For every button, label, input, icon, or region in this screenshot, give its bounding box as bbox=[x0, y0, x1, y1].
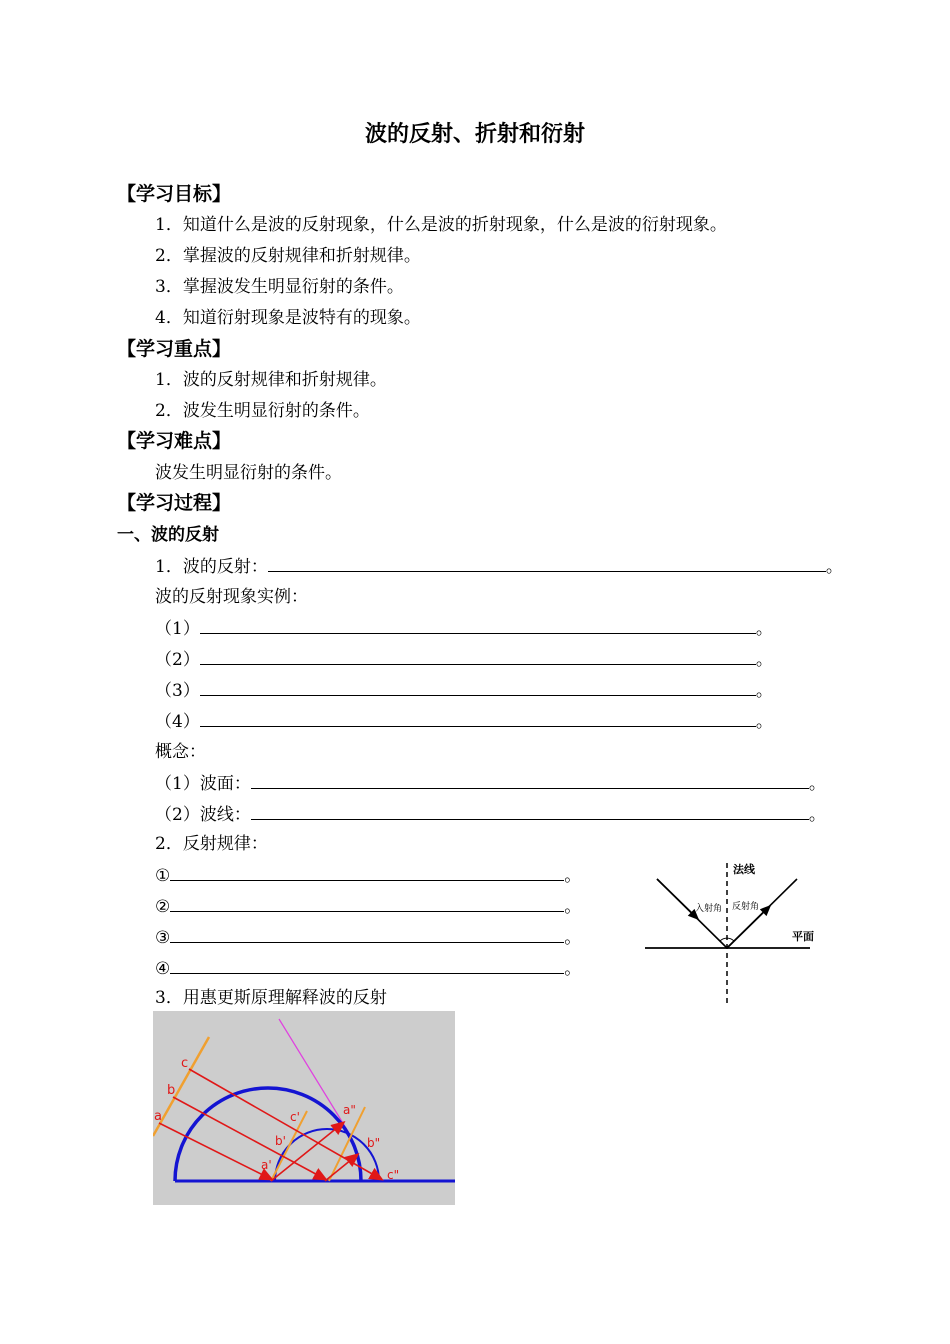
end-mark: 。 bbox=[564, 897, 582, 917]
difficulty-text: 波发生明显衍射的条件。 bbox=[155, 463, 342, 483]
difficulty-heading: 【学习难点】 bbox=[117, 430, 232, 452]
end-mark: 。 bbox=[808, 805, 826, 825]
concept-term: （2）波线： bbox=[155, 805, 251, 825]
goals-heading: 【学习目标】 bbox=[117, 183, 232, 205]
goal-item: 4．知道衍射现象是波特有的现象。 bbox=[155, 308, 421, 328]
concept-line bbox=[155, 803, 826, 826]
reflection-diagram bbox=[640, 855, 830, 1005]
examples-label: 波的反射现象实例： bbox=[155, 587, 308, 607]
rule-num: ① bbox=[155, 866, 171, 886]
goal-item: 1．知道什么是波的反射现象，什么是波的折射现象，什么是波的衍射现象。 bbox=[155, 215, 727, 235]
diagram-background bbox=[153, 1011, 455, 1205]
end-mark: 。 bbox=[755, 619, 773, 639]
example-line bbox=[155, 710, 773, 733]
rule-num: ④ bbox=[155, 959, 171, 979]
q2-label: 2．反射规律： bbox=[155, 834, 268, 854]
rule-line bbox=[155, 895, 581, 918]
rule-line bbox=[155, 926, 581, 949]
end-mark: 。 bbox=[755, 650, 773, 670]
label-b-double: b" bbox=[367, 1136, 381, 1150]
end-mark: 。 bbox=[825, 557, 843, 577]
example-num: （3） bbox=[155, 681, 200, 701]
page-title: 波的反射、折射和衍射 bbox=[364, 122, 585, 147]
q1-label: 1．波的反射： bbox=[155, 557, 268, 577]
label-c-prime: c' bbox=[290, 1110, 300, 1124]
label-c: c bbox=[181, 1056, 189, 1071]
end-mark: 。 bbox=[755, 681, 773, 701]
example-num: （2） bbox=[155, 650, 200, 670]
answer-blank[interactable] bbox=[170, 864, 564, 881]
answer-blank[interactable] bbox=[170, 895, 564, 912]
example-line bbox=[155, 648, 773, 671]
rule-num: ② bbox=[155, 897, 171, 917]
answer-blank[interactable] bbox=[170, 957, 564, 974]
answer-blank[interactable] bbox=[268, 555, 826, 572]
end-mark: 。 bbox=[564, 866, 582, 886]
reflect-angle-label: 反射角 bbox=[732, 902, 760, 912]
example-line bbox=[155, 617, 773, 640]
key-item: 1．波的反射规律和折射规律。 bbox=[155, 370, 387, 390]
plane-label: 平面 bbox=[792, 930, 814, 943]
label-a: a bbox=[154, 1109, 162, 1124]
answer-blank[interactable] bbox=[251, 772, 809, 789]
example-num: （1） bbox=[155, 619, 200, 639]
answer-blank[interactable] bbox=[200, 710, 756, 727]
end-mark: 。 bbox=[808, 774, 826, 794]
example-num: （4） bbox=[155, 712, 200, 732]
rule-num: ③ bbox=[155, 928, 171, 948]
key-heading: 【学习重点】 bbox=[117, 338, 232, 360]
rule-line bbox=[155, 864, 581, 887]
key-item: 2．波发生明显衍射的条件。 bbox=[155, 401, 370, 421]
answer-blank[interactable] bbox=[200, 679, 756, 696]
reflected-arrow-icon bbox=[727, 906, 770, 948]
concept-term: （1）波面： bbox=[155, 774, 251, 794]
answer-blank[interactable] bbox=[200, 617, 756, 634]
label-a-prime: a' bbox=[261, 1158, 272, 1172]
answer-blank[interactable] bbox=[200, 648, 756, 665]
label-b-prime: b' bbox=[275, 1134, 286, 1148]
q1-line bbox=[155, 555, 843, 578]
concept-label: 概念： bbox=[155, 742, 206, 762]
label-a-double: a" bbox=[343, 1103, 356, 1117]
end-mark: 。 bbox=[564, 928, 582, 948]
answer-blank[interactable] bbox=[170, 926, 564, 943]
goal-item: 3．掌握波发生明显衍射的条件。 bbox=[155, 277, 404, 297]
rule-line bbox=[155, 957, 581, 980]
end-mark: 。 bbox=[755, 712, 773, 732]
part1-heading: 一、波的反射 bbox=[117, 525, 219, 545]
label-c-double: c" bbox=[387, 1168, 400, 1182]
huygens-diagram bbox=[153, 1011, 455, 1205]
example-line bbox=[155, 679, 773, 702]
label-b: b bbox=[167, 1083, 176, 1098]
incident-arrow-icon bbox=[657, 879, 698, 919]
process-heading: 【学习过程】 bbox=[117, 492, 232, 514]
q3-label: 3．用惠更斯原理解释波的反射 bbox=[155, 988, 387, 1008]
normal-label: 法线 bbox=[733, 863, 755, 876]
answer-blank[interactable] bbox=[251, 803, 809, 820]
end-mark: 。 bbox=[564, 959, 582, 979]
concept-line bbox=[155, 772, 826, 795]
goal-item: 2．掌握波的反射规律和折射规律。 bbox=[155, 246, 421, 266]
incident-angle-label: 入射角 bbox=[695, 904, 723, 914]
